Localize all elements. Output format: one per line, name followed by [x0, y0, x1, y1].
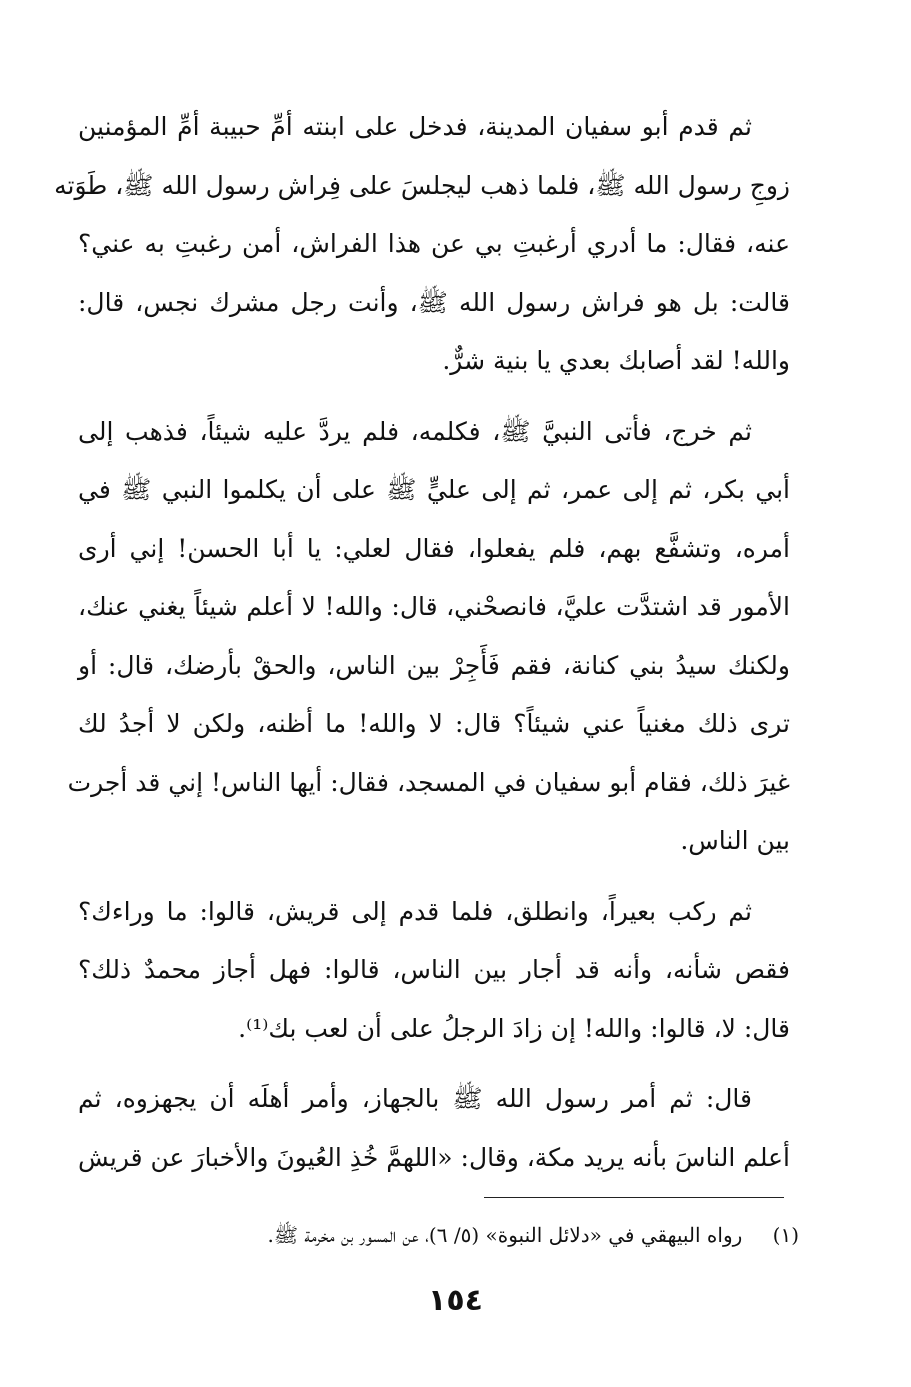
footnote [139, 1220, 799, 1250]
text-line: ثم ركب بعيراً، وانطلق، فلما قدم إلى قريش، قالوا: ما وراءك؟ [78, 896, 752, 926]
footnote-divider [484, 1197, 784, 1198]
footnote-marker: (١) [772, 1223, 799, 1247]
paragraph [54, 98, 790, 391]
text-line: أعلم الناسَ بأنه يريد مكة، وقال: «اللهمَّ خُذِ العُيونَ والأخبارَ عن قريش [78, 1142, 790, 1172]
text-line: عنه، فقال: ما أدري أرغبتِ بي عن هذا الفراش، أمن رغبتِ به عني؟ [78, 229, 790, 258]
text-line: فقص شأنه، وأنه قد أجار بين الناس، قالوا: فهل أجاز محمدٌ ذلك؟ [78, 955, 790, 984]
text-line: بين الناس. [680, 826, 790, 855]
footnote-text: رواه البيهقي في «دلائل النبوة» (٥/ ٦)، عن المسور بن مخرمة ﷺ. [267, 1223, 743, 1247]
paragraph [67, 403, 790, 871]
text-line: قال: ثم أمر رسول الله ﷺ بالجهاز، وأمر أهلَه أن يجهزوه، ثم [78, 1084, 752, 1113]
paragraph [78, 1070, 790, 1187]
text-line: زوجِ رسول الله ﷺ، فلما ذهب ليجلسَ على فِراش رسول الله ﷺ، طَوَته [54, 170, 790, 200]
text-line: أمره، وتشفَّع بهم، فلم يفعلوا، فقال لعلي: يا أبا الحسن! إني أرى [78, 533, 790, 563]
text-line: ولكنك سيدُ بني كنانة، فقم فَأَجِرْ بين الناس، والحقْ بأرضك، قال: أو [78, 650, 790, 680]
text-line: ثم قدم أبو سفيان المدينة، فدخل على ابنته أمِّ حبيبة أمِّ المؤمنين [78, 112, 752, 141]
text-line: ترى ذلك مغنياً عني شيئاً؟ قال: لا والله! ما أظنه، ولكن لا أجدُ لك [78, 709, 790, 738]
text-line: قال: لا، قالوا: والله! إن زادَ الرجلُ على أن لعب بك⁽¹⁾. [238, 1013, 790, 1043]
text-line: ثم خرج، فأتى النبيَّ ﷺ، فكلمه، فلم يردَّ عليه شيئاً، فذهب إلى [78, 416, 752, 446]
page-number: ١٥٤ [428, 1283, 483, 1318]
text-line: والله! لقد أصابك بعدي يا بنية شرٌّ. [442, 346, 790, 375]
text-line: أبي بكر، ثم إلى عمر، ثم إلى عليٍّ ﷺ على أن يكلموا النبي ﷺ في [78, 475, 790, 504]
text-line: قالت: بل هو فراش رسول الله ﷺ، وأنت رجل مشرك نجس، قال: [78, 287, 790, 317]
text-line: غيرَ ذلك، فقام أبو سفيان في المسجد، فقال: أيها الناس! إني قد أجرت [67, 767, 790, 797]
text-line: الأمور قد اشتدَّت عليَّ، فانصحْني، قال: والله! لا أعلم شيئاً يغني عنك، [78, 592, 790, 621]
paragraph [78, 883, 790, 1059]
main-text [54, 98, 790, 1187]
